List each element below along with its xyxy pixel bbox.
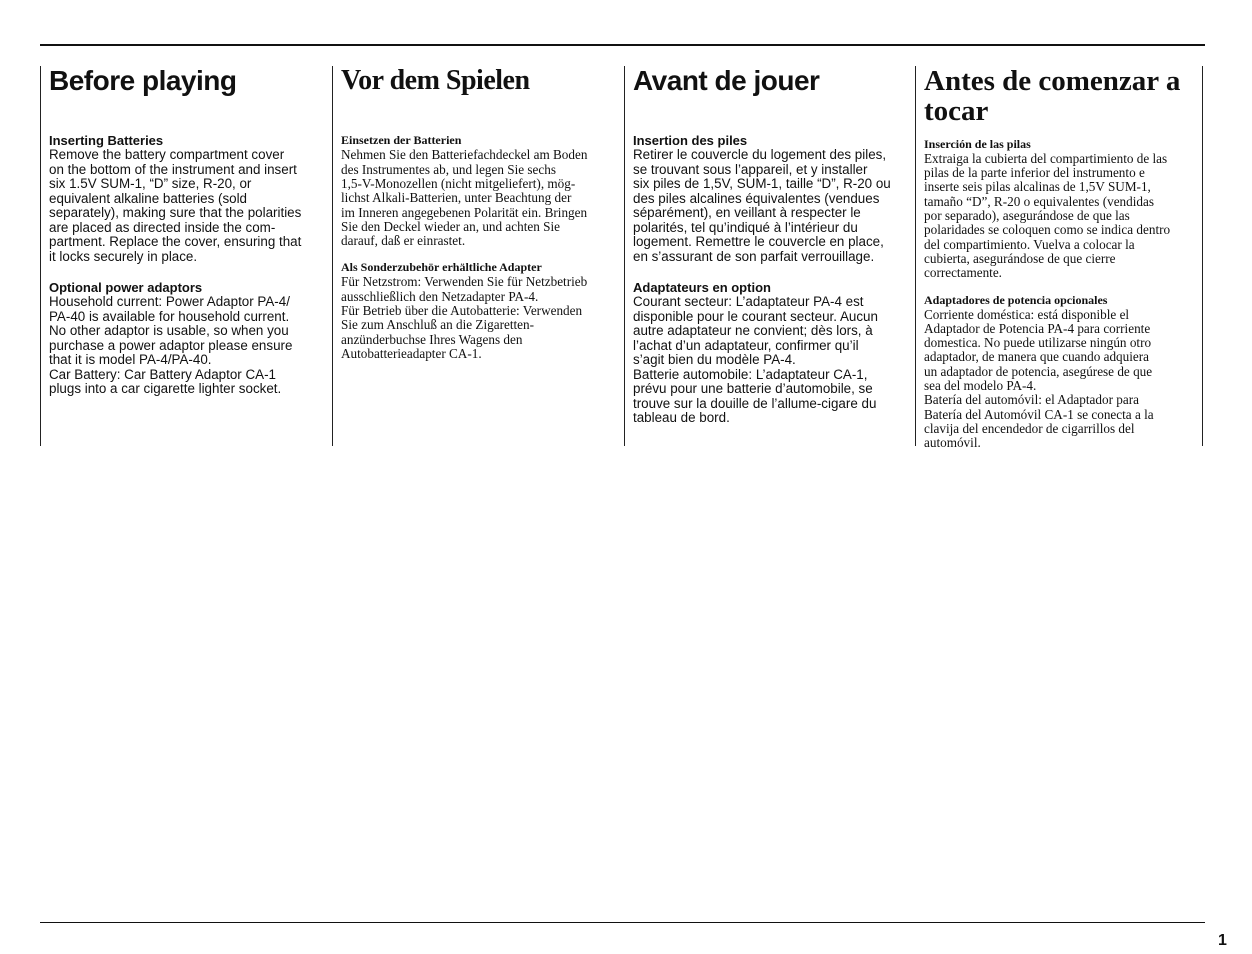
section-text: Retirer le couvercle du logement des piles, se trouvant sous l’appareil, et y installer six piles de 1,5V, SUM-1, taille “D”, R-20 ou des piles alcalines équivalentes (vendues séparément), en veillant à respecter le polarités, tel qu’indiqué à l’intérieur du logement. Remettre le couvercle en place, en s’assurant de son parfait verrouillage.: [633, 147, 891, 264]
section-inserting-batteries: [49, 133, 333, 264]
heading-german: Vor dem Spielen: [341, 65, 530, 96]
section-optional-adaptors: [49, 280, 333, 397]
section-adapter: [341, 260, 625, 361]
section-adaptateurs: [633, 280, 917, 426]
section-text: Nehmen Sie den Batteriefachdeckel am Boden des Instrumentes ab, und legen Sie sechs 1,5-V-Monozellen (nicht mitgeliefert), mög- lichst Alkali-Batterien, unter Beachtung der im Inneren angegebenen Polarität ein. Bringen Sie den Deckel wieder an, und achten Sie darauf, daß er einrastet.: [341, 147, 588, 249]
section-title: Als Sonderzubehör erhältliche Adapter: [341, 260, 542, 275]
column-english: [40, 66, 333, 446]
section-batterien: [341, 133, 625, 248]
bottom-rule: [40, 922, 1205, 923]
section-title: Optional power adaptors: [49, 280, 203, 296]
column-spanish: [915, 65, 1203, 451]
heading-spanish: Antes de comenzar a tocar: [924, 65, 1181, 128]
section-title: Adaptadores de potencia opcionales: [924, 292, 1108, 307]
section-text: Corriente doméstica: está disponible el Adaptador de Potencia PA-4 para corriente domestica. No puede utilizarse ningún otro adaptador, de manera que cuando adquiera un adaptador de potencia, asegúrese de que sea del modelo PA-4. Batería del automóvil: el Adaptador para Batería del Automóvil CA-1 se conecta a la clavija del encendedor de cigarrillos del automóvil.: [924, 306, 1154, 451]
column-german: [332, 66, 625, 446]
section-insercion-pilas: [924, 137, 1202, 281]
top-rule: [40, 44, 1205, 46]
heading-english: Before playing: [49, 65, 237, 96]
column-french: [624, 66, 917, 446]
section-title: Einsetzen der Batterien: [341, 133, 462, 148]
section-title: Insertion des piles: [633, 133, 748, 149]
section-text: Extraiga la cubierta del compartimiento de las pilas de la parte inferior del instrumento e inserte seis pilas alcalinas de 1,5V SUM-1, tamaño “D”, R-20 o equivalentes (vendidas por separado), asegurándose de que las polaridades se coloquen como se indica dentro del compartimiento. Vuelva a colocar la cubierta, asegurándose de que cierre correctamente.: [924, 150, 1171, 281]
section-text: Für Netzstrom: Verwenden Sie für Netzbetrieb ausschließlich den Netzadapter PA-4. Für Betrieb über die Autobatterie: Verwenden Sie zum Anschluß an die Zigaretten- anzünderbuchse Ihres Wagens den Autobatterieadapter CA-1.: [341, 274, 588, 361]
section-text: Courant secteur: L’adaptateur PA-4 est disponible pour le courant secteur. Aucun autre adaptateur ne convient; dès lors, à l’achat d’un adaptateur, confirmer qu’il s’agit bien du modèle PA-4. Batterie automobile: L’adaptateur CA-1, prévu pour une batterie d’automobile, se trouve sur la douille de l’allume-cigare du tableau de bord.: [633, 294, 878, 426]
section-text: Remove the battery compartment cover on the bottom of the instrument and insert six 1.5V SUM-1, “D” size, R-20, or equivalent alkaline batteries (sold separately), making sure that the polarities are placed as directed inside the com- partment. Replace the cover, ensuring that it locks securely in place.: [49, 147, 302, 264]
section-text: Household current: Power Adaptor PA-4/ PA-40 is available for household current. No other adaptor is usable, so when you purchase a power adaptor please ensure that it is model PA-4/PA-40. Car Battery: Car Battery Adaptor CA-1 plugs into a car cigarette lighter socket.: [49, 294, 293, 397]
section-title: Adaptateurs en option: [633, 280, 771, 296]
heading-french: Avant de jouer: [633, 65, 820, 96]
section-title: Inserción de las pilas: [924, 136, 1031, 151]
page-number: 1: [1218, 932, 1227, 949]
section-title: Inserting Batteries: [49, 133, 164, 149]
section-insertion-piles: [633, 133, 917, 264]
section-adaptadores: [924, 293, 1202, 451]
